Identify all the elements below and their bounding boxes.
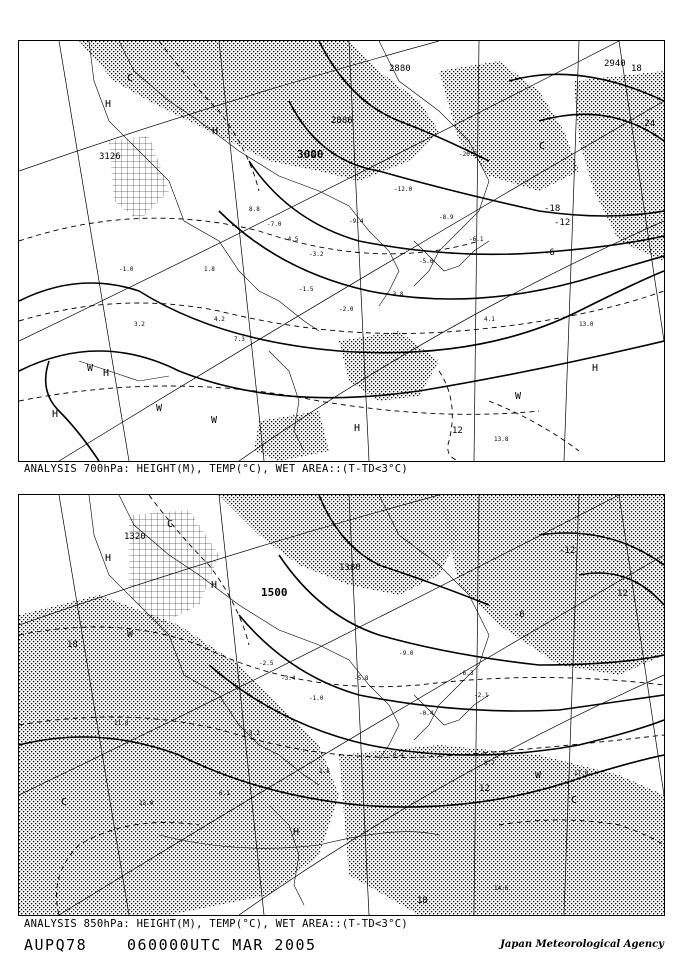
svg-text:-12.0: -12.0 bbox=[394, 186, 413, 193]
contour-label: 12 bbox=[479, 784, 490, 794]
cold-marker: C bbox=[571, 795, 578, 806]
svg-text:-2.1: -2.1 bbox=[474, 692, 489, 699]
svg-text:5.2: 5.2 bbox=[249, 730, 260, 737]
svg-text:8.7: 8.7 bbox=[484, 760, 495, 767]
cold-marker: C bbox=[127, 73, 134, 84]
svg-text:1.8: 1.8 bbox=[204, 266, 215, 273]
panel-caption-850: ANALYSIS 850hPa: HEIGHT(M), TEMP(°C), WET AREA::(T-TD<3°C) bbox=[24, 918, 409, 930]
svg-text:-7.0: -7.0 bbox=[267, 221, 282, 228]
svg-text:-0.4: -0.4 bbox=[389, 752, 404, 759]
svg-text:-5.6: -5.6 bbox=[419, 258, 434, 265]
high-marker: H bbox=[212, 126, 219, 137]
map-700hpa-canvas bbox=[19, 41, 664, 461]
warm-marker: W bbox=[156, 403, 163, 414]
map-panel-700hpa bbox=[18, 40, 665, 462]
map-panel-850hpa bbox=[18, 494, 665, 916]
svg-text:-3.4: -3.4 bbox=[281, 675, 296, 682]
svg-text:-6.3: -6.3 bbox=[459, 670, 474, 677]
svg-text:17.0: 17.0 bbox=[574, 770, 589, 777]
svg-text:-1.0: -1.0 bbox=[309, 695, 324, 702]
warm-marker: W bbox=[127, 629, 134, 640]
wet-areas-850 bbox=[19, 495, 664, 915]
high-marker: H bbox=[592, 363, 599, 374]
svg-text:-1.5: -1.5 bbox=[299, 286, 314, 293]
svg-text:4.1: 4.1 bbox=[484, 316, 495, 323]
cold-marker: C bbox=[167, 519, 174, 530]
contour-label: -12 bbox=[554, 218, 571, 228]
contour-label: 18 bbox=[67, 640, 78, 650]
contour-label: -18 bbox=[544, 204, 561, 214]
contour-label: -12 bbox=[559, 546, 576, 556]
agency-credit: Japan Meteorological Agency bbox=[500, 939, 664, 950]
product-code: AUPQ78 bbox=[24, 936, 88, 954]
svg-text:11.8: 11.8 bbox=[114, 720, 129, 727]
svg-text:13.8: 13.8 bbox=[494, 436, 509, 443]
svg-text:-20.7: -20.7 bbox=[459, 151, 478, 158]
contour-label: 12 bbox=[617, 589, 628, 599]
warm-marker: W bbox=[535, 770, 542, 781]
svg-text:-2.5: -2.5 bbox=[259, 660, 274, 667]
svg-text:-3.8: -3.8 bbox=[389, 291, 404, 298]
cold-marker: C bbox=[61, 797, 68, 808]
contour-label: 12 bbox=[452, 426, 463, 436]
svg-text:13.0: 13.0 bbox=[139, 800, 154, 807]
contour-label: 3000 bbox=[297, 148, 324, 161]
warm-marker: W bbox=[515, 391, 522, 402]
svg-text:3.2: 3.2 bbox=[134, 321, 145, 328]
warm-marker: W bbox=[211, 415, 218, 426]
contour-label: -6 bbox=[514, 610, 525, 620]
svg-text:-2.0: -2.0 bbox=[339, 306, 354, 313]
svg-text:8.8: 8.8 bbox=[249, 206, 260, 213]
high-marker: H bbox=[211, 580, 218, 591]
svg-text:-3.2: -3.2 bbox=[309, 251, 324, 258]
wet-areas-700 bbox=[79, 41, 664, 461]
svg-text:6.1: 6.1 bbox=[219, 790, 230, 797]
svg-text:7.3: 7.3 bbox=[234, 336, 245, 343]
contour-label: 1320 bbox=[124, 532, 146, 542]
chart-footer bbox=[24, 936, 664, 956]
svg-text:-1.0: -1.0 bbox=[119, 266, 134, 273]
high-marker: H bbox=[293, 827, 300, 838]
contour-label: 18 bbox=[631, 64, 642, 74]
high-marker: H bbox=[354, 423, 361, 434]
svg-text:13.0: 13.0 bbox=[579, 321, 594, 328]
warm-marker: W bbox=[87, 363, 94, 374]
svg-text:1.8: 1.8 bbox=[319, 768, 330, 775]
high-marker: H bbox=[105, 553, 112, 564]
cold-marker: C bbox=[539, 141, 546, 152]
svg-text:-6.1: -6.1 bbox=[469, 236, 484, 243]
svg-text:-0.4: -0.4 bbox=[419, 710, 434, 717]
svg-text:14.6: 14.6 bbox=[494, 885, 509, 892]
contour-label: -6 bbox=[544, 248, 555, 258]
svg-text:-8.9: -8.9 bbox=[439, 214, 454, 221]
contour-label: 1380 bbox=[339, 563, 361, 573]
map-850hpa-canvas bbox=[19, 495, 664, 915]
contour-label: 2940 bbox=[604, 59, 626, 69]
contour-label: 1500 bbox=[261, 586, 288, 599]
svg-text:-5.8: -5.8 bbox=[354, 675, 369, 682]
panel-caption-700: ANALYSIS 700hPa: HEIGHT(M), TEMP(°C), WET AREA::(T-TD<3°C) bbox=[24, 463, 409, 475]
high-marker: H bbox=[103, 368, 110, 379]
svg-text:-9.0: -9.0 bbox=[399, 650, 414, 657]
high-marker: H bbox=[52, 409, 59, 420]
svg-text:-4.5: -4.5 bbox=[284, 236, 299, 243]
svg-text:4.2: 4.2 bbox=[214, 316, 225, 323]
contour-label: 2886 bbox=[331, 116, 353, 126]
contour-label: 2880 bbox=[389, 64, 411, 74]
high-marker: H bbox=[105, 99, 112, 110]
contour-label: 18 bbox=[417, 896, 428, 906]
valid-time: 060000UTC MAR 2005 bbox=[127, 936, 317, 954]
contour-label: -24 bbox=[639, 119, 656, 129]
contour-label: 3126 bbox=[99, 152, 121, 162]
svg-text:-9.4: -9.4 bbox=[349, 218, 364, 225]
